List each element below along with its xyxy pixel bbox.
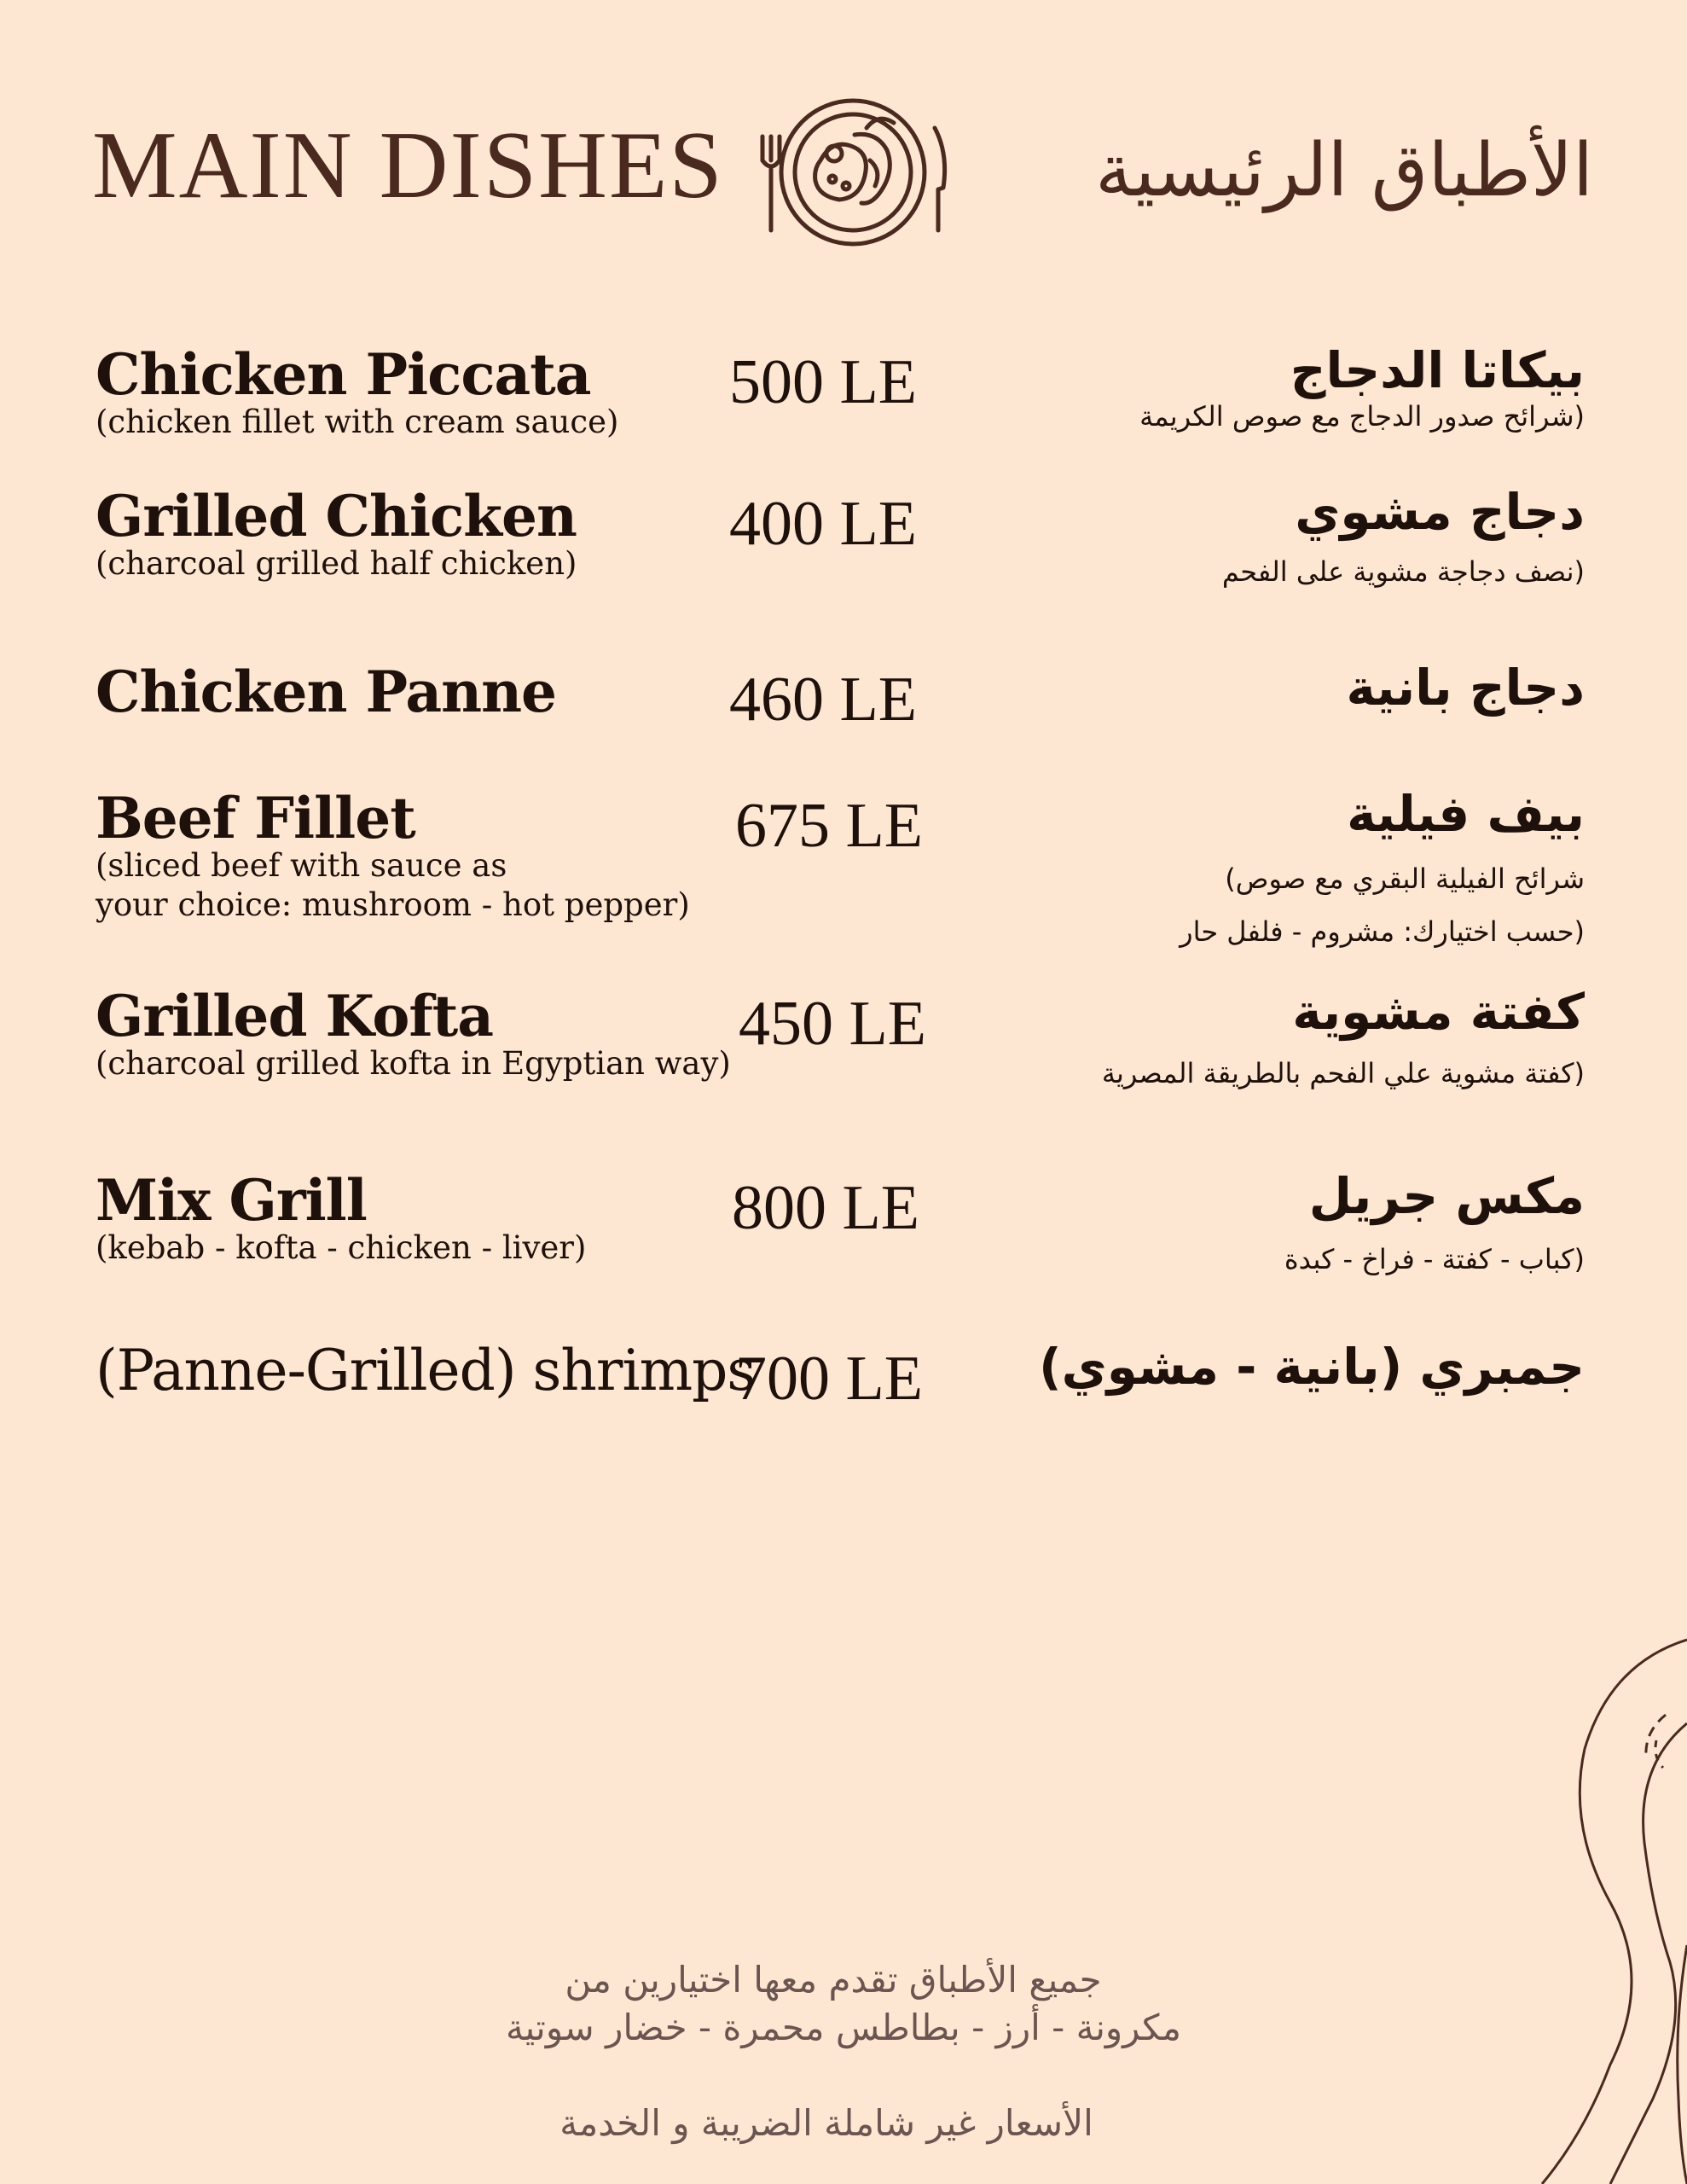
item-desc-en: (sliced beef with sauce as: [96, 847, 507, 884]
item-price: 460 LE: [729, 665, 917, 735]
plate-with-fork-and-knife-icon: [751, 94, 955, 256]
page-title-english: MAIN DISHES: [92, 113, 724, 218]
wave-lines-decoration: [1329, 1621, 1687, 2184]
item-price: 500 LE: [729, 347, 917, 417]
item-name-en: Beef Fillet: [96, 785, 415, 851]
item-desc-ar: شرائح الفيلية البقري مع صوص): [1225, 863, 1585, 895]
item-name-ar: دجاج مشوي: [1295, 483, 1585, 541]
item-price: 800 LE: [732, 1173, 919, 1243]
item-desc-en: (charcoal grilled kofta in Egyptian way): [96, 1045, 731, 1082]
item-name-en: Chicken Piccata: [96, 341, 591, 408]
item-name-en: Mix Grill: [96, 1167, 367, 1234]
item-name-ar: دجاج بانية: [1346, 659, 1585, 717]
footer-tax-note: الأسعار غير شاملة الضريبة و الخدمة: [559, 2102, 1093, 2144]
item-desc-en: (kebab - kofta - chicken - liver): [96, 1229, 587, 1266]
item-desc-ar: (كباب - كفتة - فراخ - كبدة: [1284, 1243, 1585, 1275]
item-name-en: (Panne-Grilled) shrimps: [96, 1338, 756, 1403]
item-price: 675 LE: [735, 791, 923, 861]
item-desc-ar: (حسب اختيارك: مشروم - فلفل حار: [1180, 915, 1585, 948]
item-desc-en: your choice: mushroom - hot pepper): [96, 886, 690, 923]
item-name-en: Chicken Panne: [96, 659, 557, 725]
item-name-ar: بيف فيلية: [1347, 785, 1585, 843]
item-name-en: Grilled Kofta: [96, 983, 494, 1049]
footer-sides-note: جميع الأطباق تقدم معها اختيارين من: [565, 1959, 1102, 2001]
item-desc-en: (chicken fillet with cream sauce): [96, 404, 619, 440]
item-desc-ar: (نصف دجاجة مشوية على الفحم: [1221, 555, 1585, 588]
item-price: 700 LE: [735, 1344, 923, 1414]
item-name-ar: مكس جريل: [1308, 1167, 1585, 1225]
item-desc-ar: (شرائح صدور الدجاج مع صوص الكريمة: [1139, 400, 1585, 433]
item-desc-en: (charcoal grilled half chicken): [96, 545, 577, 582]
item-desc-ar: (كفتة مشوية علي الفحم بالطريقة المصرية: [1101, 1057, 1585, 1089]
item-name-en: Grilled Chicken: [96, 483, 577, 549]
item-price: 450 LE: [739, 989, 926, 1059]
item-name-ar: بيكاتا الدجاج: [1290, 341, 1585, 399]
item-price: 400 LE: [729, 489, 917, 559]
page-title-arabic: الأطباق الرئيسية: [1095, 128, 1593, 213]
item-name-ar: جمبري (بانية - مشوي): [1039, 1338, 1585, 1396]
item-name-ar: كفتة مشوية: [1292, 983, 1585, 1041]
footer-sides-options: مكرونة - أرز - بطاطس محمرة - خضار سوتية: [505, 2007, 1182, 2048]
